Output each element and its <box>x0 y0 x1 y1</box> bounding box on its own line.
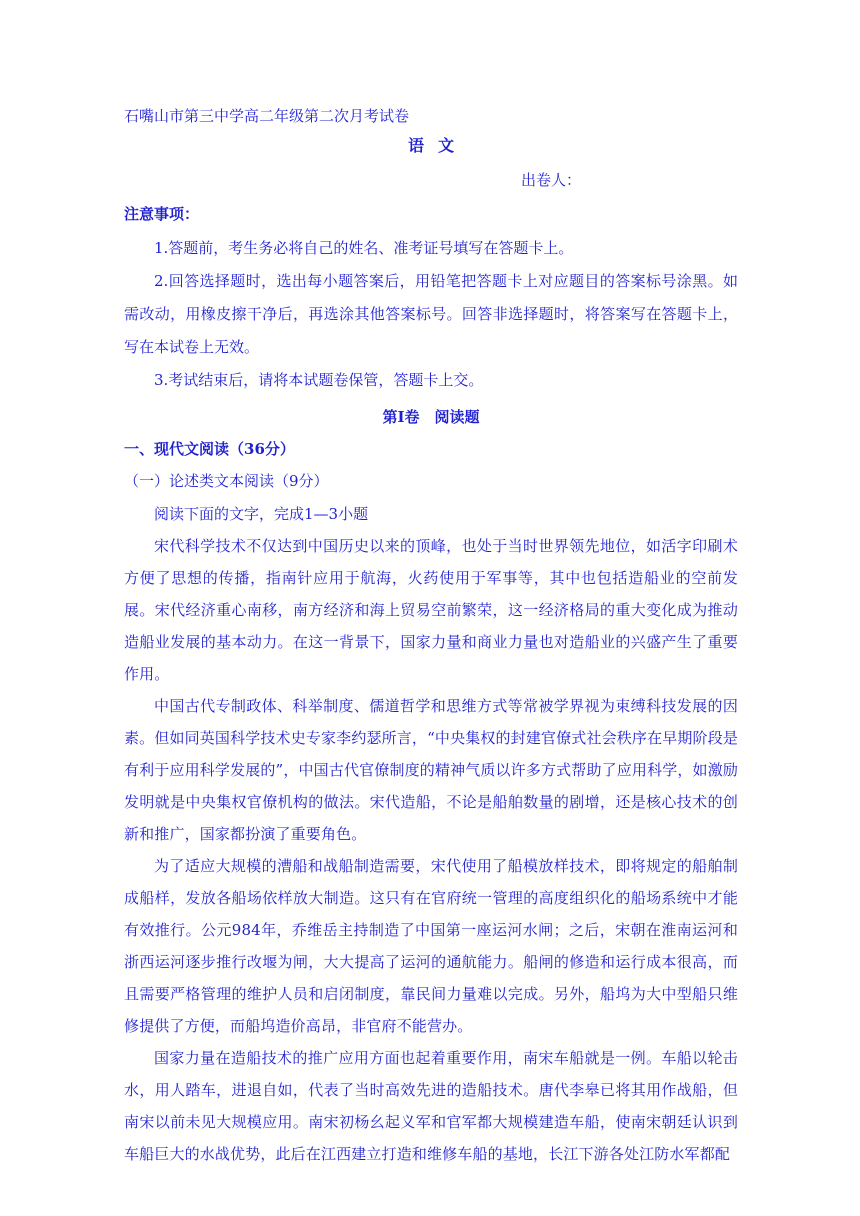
notice-item-2: 2.回答选择题时，选出每小题答案后，用铅笔把答题卡上对应题目的答案标号涂黑。如需改动，用橡皮擦干净后，再选涂其他答案标号。回答非选择题时，将答案写在答题卡上，写在本试卷上无效。 <box>124 272 738 356</box>
passage-paragraph-4: 国家力量在造船技术的推广应用方面也起着重要作用，南宋车船就是一例。车船以轮击水，用人踏车，进退自如，代表了当时高效先进的造船技术。唐代李皋已将其用作战船，但南宋以前未见大规模应用。南宋初杨幺起义军和官军都大规模建造车船，使南宋朝廷认识到车船巨大的水战优势，此后在江西建立打造和维修车船的基地，长江下游各处江防水军都配 <box>124 1049 738 1163</box>
section-title: 一、现代文阅读（36分） <box>124 440 295 458</box>
school-title: 石嘴山市第三中学高二年级第二次月考试卷 <box>124 107 410 125</box>
passage-paragraph-2: 中国古代专制政体、科举制度、儒道哲学和思维方式等常被学界视为束缚科技发展的因素。但如同英国科学技术史专家李约瑟所言，“中央集权的封建官僚式社会秩序在早期阶段是有利于应用科学发展的”，中国古代官僚制度的精神气质以许多方式帮助了应用科学，如激励发明就是中央集权官僚机构的做法。宋代造船，不论是船舶数量的剧增，还是核心技术的创新和推广，国家都扮演了重要角色。 <box>124 697 738 843</box>
passage-paragraph-1: 宋代科学技术不仅达到中国历史以来的顶峰，也处于当时世界领先地位，如活字印刷术方便了思想的传播，指南针应用于航海，火药使用于军事等，其中也包括造船业的空前发展。宋代经济重心南移，南方经济和海上贸易空前繁荣，这一经济格局的重大变化成为推动造船业发展的基本动力。在这一背景下，国家力量和商业力量也对造船业的兴盛产生了重要作用。 <box>124 537 738 683</box>
author-label: 出卷人： <box>521 171 582 189</box>
reading-instruction: 阅读下面的文字，完成1—3小题 <box>154 505 369 523</box>
notice-item-1: 1.答题前，考生务必将自己的姓名、准考证号填写在答题卡上。 <box>154 239 574 257</box>
part-title: 第Ⅰ卷 阅读题 <box>382 408 480 426</box>
notice-item-3: 3.考试结束后，请将本试题卷保管，答题卡上交。 <box>154 371 484 389</box>
exam-page <box>124 104 738 1170</box>
notice-title: 注意事项： <box>124 205 200 223</box>
subsection-title: （一）论述类文本阅读（9分） <box>124 472 329 490</box>
passage-paragraph-3: 为了适应大规模的漕船和战船制造需要，宋代使用了船模放样技术，即将规定的船舶制成船样，发放各船场依样放大制造。这只有在官府统一管理的高度组织化的船场系统中才能有效推行。公元984年，乔维岳主持制造了中国第一座运河水闸；之后，宋朝在淮南运河和浙西运河逐步推行改堰为闸，大大提高了运河的通航能力。船闸的修造和运行成本很高，而且需要严格管理的维护人员和启闭制度，靠民间力量难以完成。另外，船坞为大中型船只维修提供了方便，而船坞造价高昂，非官府不能营办。 <box>124 857 738 1035</box>
subject-title: 语文 <box>407 136 468 155</box>
